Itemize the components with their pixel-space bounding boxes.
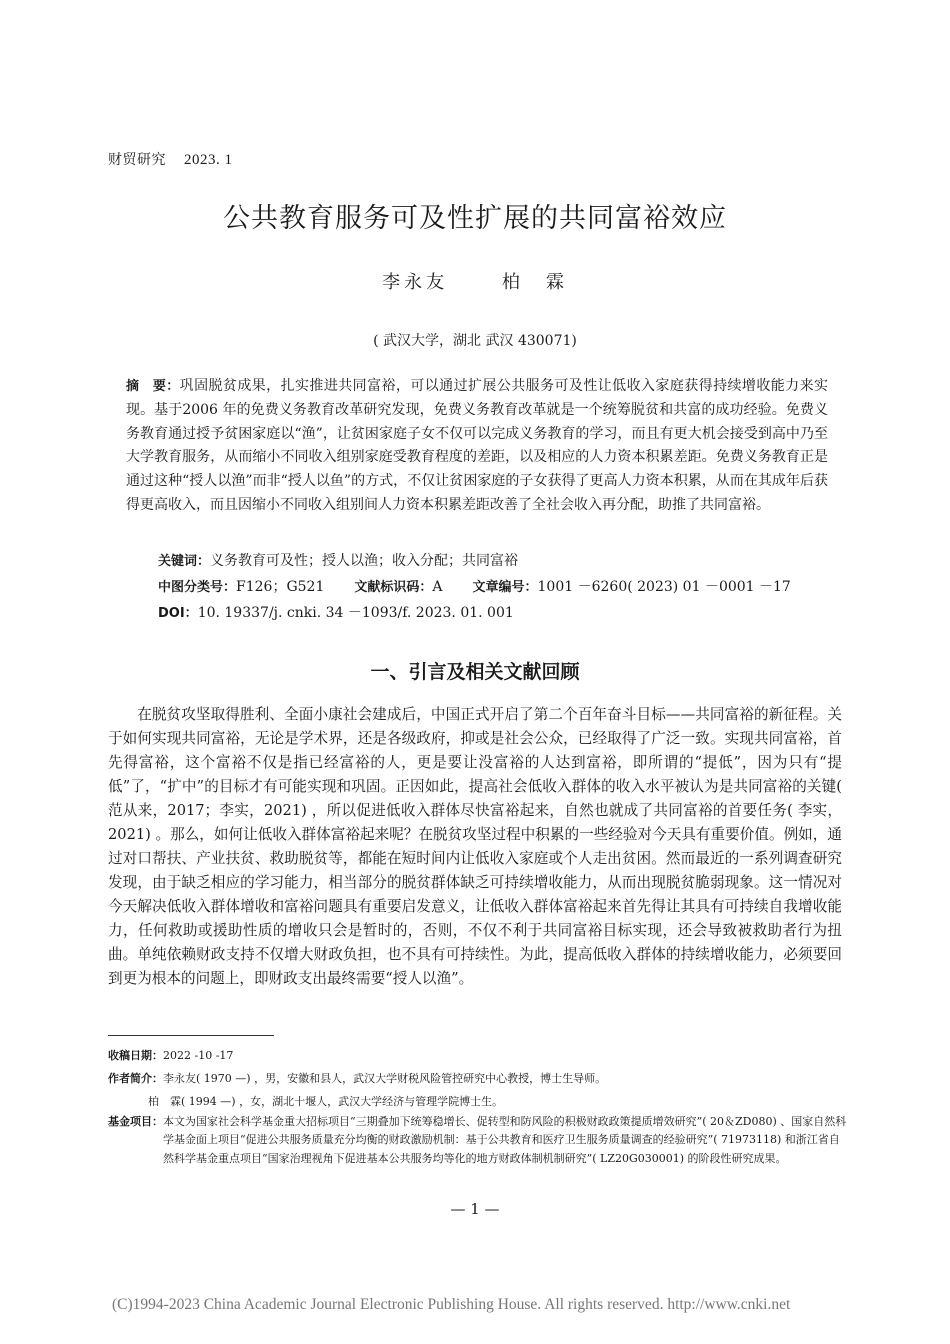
clc-label: 中图分类号： (158, 580, 237, 595)
received-label: 收稿日期： (108, 1049, 163, 1062)
author-1: 李永友 (382, 272, 449, 293)
journal-issue: 2023. 1 (184, 152, 233, 168)
fund-label: 基金项目： (108, 1115, 163, 1128)
abstract-text: 巩固脱贫成果，扎实推进共同富裕，可以通过扩展公共服务可及性让低收入家庭获得持续增收能力来实现。基于2006 年的免费义务教育改革研究发现，免费义务教育改革就是一个统筹脱贫和共富的成功经验。免费义务教育通过授予贫困家庭以“渔”，让贫困家庭子女不仅可以完成义务教育的学习，而且有更大机会接受到高中乃至大学教育服务，从而缩小不同收入组别家庭受教育程度的差距，以及相应的人力资本积累差距。免费义务教育正是通过这种“授人以渔”而非“授人以鱼”的方式，不仅让贫困家庭的子女获得了更高人力资本积累，从而在其成年后获得更高收入，而且因缩小不同收入组别间人力资本积累差距改善了全社会收入再分配，助推了共同富裕。 (126, 378, 828, 513)
doi-line (158, 603, 838, 624)
classification-line (158, 577, 838, 598)
body-paragraph: 在脱贫攻坚取得胜利、全面小康社会建成后，中国正式开启了第二个百年奋斗目标——共同富裕的新征程。关于如何实现共同富裕，无论是学术界，还是各级政府，抑或是社会公众，已经取得了广泛一致。实现共同富裕，首先得富裕，这个富裕不仅是指已经富裕的人，更是要让没富裕的人达到富裕，即所谓的“提低”，因为只有“提低”了，“扩中”的目标才有可能实现和巩固。正因如此，提高社会低收入群体的收入水平被认为是共同富裕的关键( 范从来，2017；李实，2021) ，所以促进低收入群体尽快富裕起来，自然也就成了共同富裕的首要任务( 李实，2021) 。那么，如何让低收入群体富裕起来呢？在脱贫攻坚过程中积累的一些经验对今天具有重要价值。例如，通过对口帮扶、产业扶贫、救助脱贫等，都能在短时间内让低收入家庭或个人走出贫困。然而最近的一系列调查研究发现，由于缺乏相应的学习能力，相当部分的脱贫群体缺乏可持续增收能力，从而出现脱贫脆弱现象。这一情况对今天解决低收入群体增收和富裕问题具有重要启发意义，让低收入群体富裕起来首先得让其具有可持续自我增收能力，任何救助或援助性质的增收只会是暂时的，否则，不仅不利于共同富裕目标实现，还会导致被救助者行为扭曲。单纯依赖财政支持不仅增大财政负担，也不具有可持续性。为此，提高低收入群体的持续增收能力，必须要回到更为根本的问题上，即财政支出最终需要“授人以渔”。 (108, 706, 842, 987)
journal-header (108, 149, 233, 169)
doc-code-label: 文献标识码： (354, 580, 433, 595)
article-number-label: 文章编号： (472, 580, 538, 595)
journal-name: 财贸研究 (108, 152, 166, 168)
keywords-text: 义务教育可及性；授人以渔；收入分配；共同富裕 (210, 553, 519, 569)
funding-note (108, 1113, 850, 1168)
footnote-divider (108, 1035, 274, 1036)
section-heading: 一、引言及相关文献回顾 (370, 661, 580, 683)
bio-1: 李永友( 1970 —) ，男，安徽和县人，武汉大学财税风险管控研究中心教授，博士生导师。 (163, 1072, 607, 1085)
author-bio (108, 1070, 850, 1112)
keywords (158, 551, 838, 572)
clc-value: F126；G521 (236, 579, 325, 595)
received-date (108, 1047, 850, 1065)
doi-label: DOI： (158, 606, 198, 621)
article-number-value: 1001 －6260( 2023) 01 －0001 －17 (537, 579, 791, 595)
bio-label: 作者简介： (108, 1072, 163, 1085)
affiliation: ( 武汉大学，湖北 武汉 430071) (373, 333, 577, 349)
received-value: 2022 -10 -17 (163, 1049, 234, 1062)
author-2: 柏 霖 (501, 272, 568, 293)
keywords-label: 关键词： (158, 554, 211, 569)
abstract (126, 375, 828, 518)
abstract-label: 摘 要： (126, 379, 180, 394)
fund-text: 本文为国家社会科学基金重大招标项目“三期叠加下统筹稳增长、促转型和防风险的积极财政政策提质增效研究”( 20＆ZD080) 、国家自然科学基金面上项目“促进公共服务质量充分均衡的财政激励机制：基于公共教育和医疗卫生服务质量调查的经验研究”( 71973118) 和浙江省自然科学基金重点项目“国家治理视角下促进基本公共服务均等化的地方财政体制机制研究”( LZ20G030001) 的阶段性研究成果。 (163, 1115, 847, 1165)
page-number: — 1 — (450, 1200, 500, 1218)
paper-title: 公共教育服务可及性扩展的共同富裕效应 (223, 203, 727, 234)
copyright-watermark: (C)1994-2023 China Academic Journal Electronic Publishing House. All rights reserved. http://www.cnki.net (112, 1296, 791, 1313)
author-list (0, 268, 950, 294)
doi-value: 10. 19337/j. cnki. 34 －1093/f. 2023. 01. 001 (197, 605, 514, 621)
doc-code-value: A (432, 579, 443, 595)
bio-2: 柏 霖( 1994 —) ，女，湖北十堰人，武汉大学经济与管理学院博士生。 (148, 1095, 504, 1109)
